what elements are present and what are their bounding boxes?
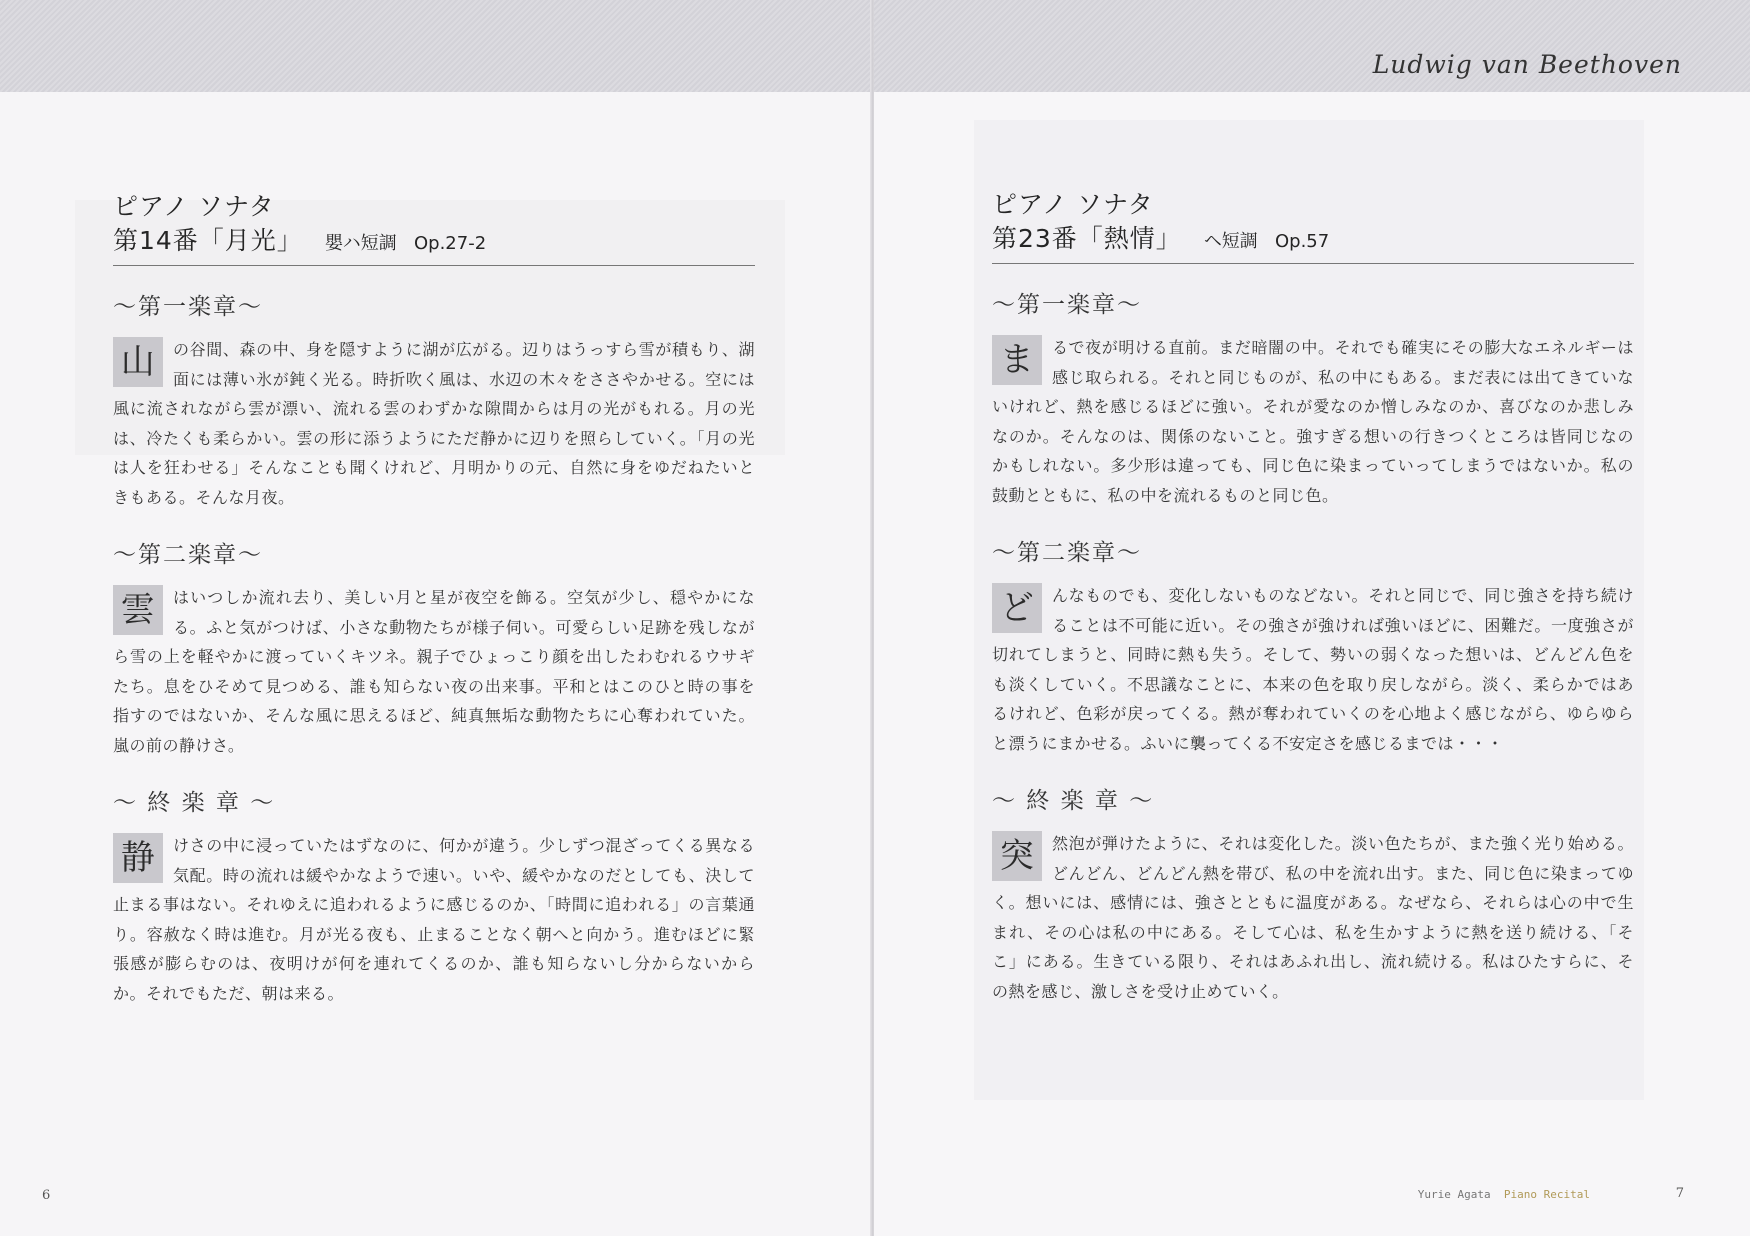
page-number: 7 bbox=[1675, 1186, 1684, 1201]
opus-number: Op.27-2 bbox=[413, 233, 487, 254]
sonata-key bbox=[325, 227, 486, 261]
composer-header: Ludwig van Beethoven bbox=[1372, 50, 1682, 79]
performer-name: Yurie Agata bbox=[1417, 1188, 1491, 1201]
movement-heading: ～第一楽章～ bbox=[992, 292, 1142, 318]
movement-paragraph bbox=[992, 581, 1634, 758]
movement-paragraph bbox=[992, 333, 1634, 510]
paragraph-text: 然泡が弾けたように、それは変化した。淡い色たちが、また強く光り始める。どんどん、どんどん熱を帯び、私の中を流れ出す。また、同じ色に染まってゆく。想いには、感情には、強さとともに温度がある。なぜなら、それらは心の中で生まれ、その心は私の中にある。そして心は、私を生かすように熱を送り続ける、「そこ」にある。生きている限り、それはあふれ出し、流れ続ける。私はひたすらに、その熱を感じ、激しさを受け止めていく。 bbox=[992, 834, 1634, 1001]
sonata-14-section bbox=[113, 190, 755, 1008]
event-name: Piano Recital bbox=[1503, 1188, 1590, 1201]
title-rule bbox=[113, 265, 755, 266]
movement-paragraph bbox=[113, 583, 755, 760]
opus-number: Op.57 bbox=[1274, 231, 1330, 252]
movement-paragraph bbox=[113, 831, 755, 1008]
left-page bbox=[0, 0, 872, 1236]
movement-heading: ～ 終 楽 章 ～ bbox=[992, 788, 1155, 814]
movement-heading: ～第一楽章～ bbox=[113, 294, 263, 320]
paragraph-text: るで夜が明ける直前。まだ暗闇の中。それでも確実にその膨大なエネルギーは感じ取られる。それと同じものが、私の中にもある。まだ表には出てきていないけれど、熱を感じるほどに強い。それが愛なのか憎しみなのか、喜びなのか悲しみなのか。そんなのは、関係のないこと。強すぎる想いの行きつくところは皆同じなのかもしれない。多少形は違っても、同じ色に染まっていってしまうではないか。私の鼓動とともに、私の中を流れるものと同じ色。 bbox=[992, 338, 1634, 505]
movement-paragraph bbox=[113, 335, 755, 512]
sonata-23-section bbox=[992, 188, 1634, 1006]
right-page bbox=[874, 0, 1750, 1236]
movement-heading: ～第二楽章～ bbox=[992, 540, 1142, 566]
paragraph-text: はいつしか流れ去り、美しい月と星が夜空を飾る。空気が少し、穏やかになる。ふと気がつけば、小さな動物たちが様子伺い。可愛らしい足跡を残しながら雪の上を軽やかに渡っていくキツネ。親子でひょっこり顔を出したわむれるウサギたち。息をひそめて見つめる、誰も知らない夜の出来事。平和とはこのひと時の事を指すのではないか、そんな風に思えるほど、純真無垢な動物たちに心奪われていた。嵐の前の静けさ。 bbox=[113, 588, 755, 755]
movement-heading: ～ 終 楽 章 ～ bbox=[113, 790, 276, 816]
sonata-key bbox=[1204, 225, 1329, 259]
sonata-main-title bbox=[113, 224, 755, 261]
movement-heading: ～第二楽章～ bbox=[113, 542, 263, 568]
key-name: 嬰ハ短調 bbox=[324, 233, 397, 254]
key-name: ヘ短調 bbox=[1203, 231, 1258, 252]
paragraph-text: んなものでも、変化しないものなどない。それと同じで、同じ強さを持ち続けることは不可能に近い。その強さが強ければ強いほどに、困難だ。一度強さが切れてしまうと、同時に熱も失う。そして、勢いの弱くなった想いは、どんどん色をも淡くしていく。不思議なことに、本来の色を取り戻しながら。淡く、柔らかではあるけれど、色彩が戻ってくる。熱が奪われていくのを心地よく感じながら、ゆらゆらと漂うにまかせる。ふいに襲ってくる不安定さを感じるまでは・・・ bbox=[992, 586, 1634, 753]
sonata-title-line: ピアノ ソナタ bbox=[992, 190, 1154, 219]
drop-cap: 突 bbox=[992, 831, 1042, 881]
paragraph-text: の谷間、森の中、身を隠すように湖が広がる。辺りはうっすら雪が積もり、湖面には薄い氷が鈍く光る。時折吹く風は、水辺の木々をささやかせる。空には風に流されながら雲が漂い、流れる雲のわずかな隙間からは月の光がもれる。月の光は、冷たくも柔らかい。雲の形に添うようにただ静かに辺りを照らしていく。「月の光は人を狂わせる」そんなことも聞くけれど、月明かりの元、自然に身をゆだねたいときもある。そんな月夜。 bbox=[113, 340, 755, 507]
drop-cap: ま bbox=[992, 335, 1042, 385]
sonata-main-title bbox=[992, 222, 1634, 259]
drop-cap: ど bbox=[992, 583, 1042, 633]
header-band bbox=[0, 0, 872, 92]
drop-cap: 雲 bbox=[113, 585, 163, 635]
paragraph-text: けさの中に浸っていたはずなのに、何かが違う。少しずつ混ざってくる異なる気配。時の流れは緩やかなようで速い。いや、緩やかなのだとしても、決して止まる事はない。それゆえに追われるように感じるのか、「時間に追われる」の言葉通り。容赦なく時は進む。月が光る夜も、止まることなく朝へと向かう。進むほどに緊張感が膨らむのは、夜明けが何を連れてくるのか、誰も知らないし分からないからか。それでもただ、朝は来る。 bbox=[113, 836, 755, 1003]
page-number: 6 bbox=[42, 1188, 51, 1203]
sonata-name: 第23番「熱情」 bbox=[992, 224, 1182, 253]
footer-credit bbox=[1418, 1188, 1590, 1201]
sonata-title-line: ピアノ ソナタ bbox=[113, 192, 275, 221]
title-rule bbox=[992, 263, 1634, 264]
drop-cap: 静 bbox=[113, 833, 163, 883]
drop-cap: 山 bbox=[113, 337, 163, 387]
sonata-name: 第14番「月光」 bbox=[113, 226, 303, 255]
movement-paragraph bbox=[992, 829, 1634, 1006]
